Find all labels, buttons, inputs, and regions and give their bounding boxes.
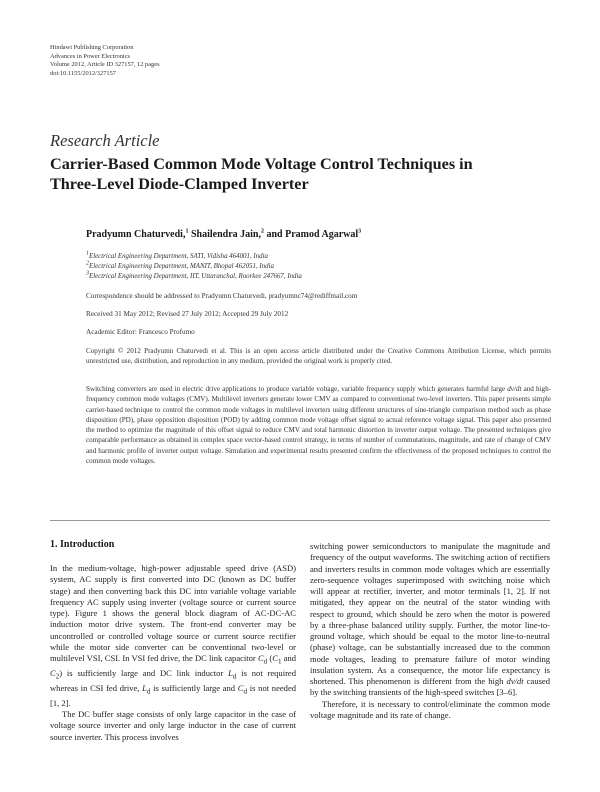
correspondence: Correspondence should be addressed to Pradyumn Chaturvedi, pradyumnc74@rediffmail.com: [86, 292, 358, 300]
author-3-affil: 3: [358, 228, 362, 235]
copyright-notice: Copyright © 2012 Pradyumn Chaturvedi et al. This is an open access article distributed under the Creative Commons Attribution License, which permits unrestricted use, distribution, and reproduction in any medium, provided the original work is properly cited.: [86, 347, 551, 366]
column-right: [310, 541, 550, 721]
journal-header: [50, 44, 160, 78]
affiliation-1: $^1$Electrical Engineering Department, SATI, Vidisha 464001, India: [86, 250, 268, 260]
dates: Received 31 May 2012; Revised 27 July 2012; Accepted 29 July 2012: [86, 310, 289, 318]
author-list: [86, 229, 361, 240]
author-2-affil: 2: [260, 228, 264, 235]
section-divider: [50, 520, 550, 521]
affiliations: [86, 252, 302, 282]
paragraph: Therefore, it is necessary to control/eliminate the common mode voltage magnitude and its rate of change.: [310, 698, 550, 720]
paragraph: The DC buffer stage consists of only large capacitor in the case of voltage source inverter and only large inductor in the case of current source inverter. This process involves: [50, 709, 296, 742]
academic-editor: Academic Editor: Francesco Profumo: [86, 328, 195, 336]
affiliation-3: $^3$Electrical Engineering Department, IIT, Uttaranchal, Roorkee 247667, India: [86, 270, 302, 280]
paragraph: In the medium-voltage, high-power adjustable speed drive (ASD) system, AC supply is first converted into DC (known as DC buffer stage) and then converting back this DC into variable voltage variable frequency AC supply using inverter (voltage source or current source type). Figure 1 shows the general block diagram of AC-DC-AC induction motor drive system. The front-end converter may be uncontrolled or controlled voltage source or current source rectifier while the motor side converter can be conventional two-level or multilevel VSI, CSI. In VSI fed drive, the DC link capacitor $C_d$ ($C_1$ and $C_2$) is sufficiently large and DC link inductor $L_d$ is not required whereas in CSI fed drive, $L_d$ is sufficiently large and $C_d$ is not needed [1, 2].: [50, 563, 297, 708]
section-heading: 1. Introduction: [50, 539, 115, 550]
affiliation-2: $^2$Electrical Engineering Department, MANIT, Bhopal 462051, India: [86, 260, 274, 270]
title-line-1: Carrier-Based Common Mode Voltage Control Techniques in: [50, 155, 473, 173]
author-2: Shailendra Jain,: [188, 229, 261, 240]
column-left: [50, 563, 296, 743]
author-3: and Pramod Agarwal: [263, 229, 359, 240]
publisher: Hindawi Publishing Corporation: [50, 44, 134, 51]
title-line-2: Three-Level Diode-Clamped Inverter: [50, 174, 309, 193]
author-1: Pradyumn Chaturvedi,: [86, 229, 186, 240]
article-type: Research Article: [50, 131, 160, 150]
volume-info: Volume 2012, Article ID 327157, 12 pages: [50, 61, 160, 69]
doi[interactable]: doi:10.1155/2012/327157: [50, 69, 116, 77]
paper-title: [50, 155, 550, 194]
dvdt-symbol: dv/dt: [507, 385, 522, 393]
author-1-affil: 1: [185, 228, 189, 235]
paragraph: switching power semiconductors to manipulate the magnitude and frequency of the output waveforms. The switching action of rectifiers and inverters results in common mode voltages which are essentially zero-sequence voltages superimposed with switching noise which will appear at rectifier, inverter, and motor terminals [1, 2]. If not mitigated, they appear on the neutral of the stator winding with respect to ground, which should be zero when the motor is powered by a three-phase balanced utility supply. Further, the motor line-to-ground voltage, which should be equal to the motor line-to-neutral (phase) voltage, can be substantially increased due to the common mode voltages, leading to premature failure of motor winding insulation system. As a consequence, the motor life expectancy is shortened. This phenomenon is different from the high dv/dt caused by the switching transients of the high-speed switches [3–6].: [310, 541, 550, 698]
abstract: Switching converters are used in electric drive applications to produce variable voltage, variable frequency supply which generates harmful large dv/dt and high-frequency common mode voltages (CMV). Multilevel inverters generate lower CMV as compared to conventional two-level inverters. This paper presents simple carrier-based technique to control the common mode voltages in multilevel inverters using different structures of sine-triangle comparison method such as phase disposition (PD), phase opposition disposition (POD) by adding common mode voltage offset signal to actual reference voltage signal. This paper also presented the method to optimize the magnitude of this offset signal to reduce CMV and total harmonic distortion in inverter output voltage. The presented techniques give comparable performance as obtained in complex space vector-based control strategy, in terms of number of commutations, magnitude, and rate of change of CMV and harmonic profile of inverter output voltage. Simulation and experimental results presented confirm the effectiveness of the proposed techniques to control the common mode voltages.: [86, 385, 551, 466]
journal-name: Advances in Power Electronics: [50, 52, 131, 60]
